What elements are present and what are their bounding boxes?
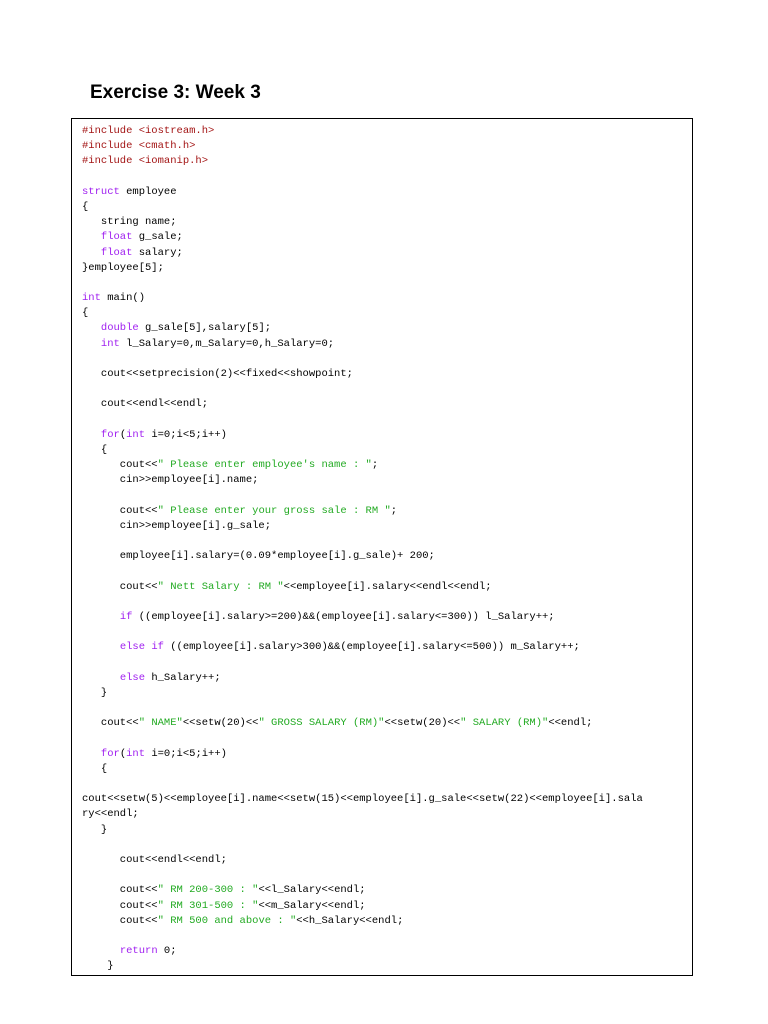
code-text: cout<<setw(5)<<employee[i].name<<setw(15)<<employee[i].g_sale<<setw(22)<<employee[i].sala	[82, 793, 643, 806]
preprocessor-token: #include <iostream.h>	[82, 125, 215, 137]
code-line	[82, 701, 643, 716]
code-text: cout<<	[82, 914, 158, 927]
code-text: }	[82, 960, 114, 973]
code-line	[82, 489, 643, 504]
keyword-token: for	[100, 428, 120, 441]
preprocessor-token: #include <iomanip.h>	[82, 155, 209, 168]
code-text: {	[82, 443, 108, 456]
code-line	[82, 337, 643, 352]
keyword-token: float	[100, 246, 133, 259]
code-text: ((employee[i].salary>=200)&&(employee[i].salary<=300)) l_Salary++;	[132, 611, 555, 623]
code-line	[82, 716, 643, 731]
code-line	[82, 413, 643, 428]
code-line	[82, 458, 643, 473]
code-line	[82, 185, 643, 200]
code-line	[82, 154, 643, 169]
code-line	[82, 534, 643, 549]
code-line	[82, 656, 643, 671]
keyword-token: int	[82, 292, 101, 305]
code-line	[82, 246, 643, 261]
code-text: cout<<endl<<endl;	[82, 854, 227, 866]
code-line	[82, 428, 643, 443]
code-line	[82, 610, 643, 625]
code-line	[82, 215, 643, 230]
code-text	[82, 945, 120, 957]
code-text	[82, 322, 101, 334]
code-listing	[82, 124, 643, 975]
code-text: ry<<endl;	[82, 808, 139, 821]
code-line	[82, 261, 643, 276]
preprocessor-token: #include <cmath.h>	[82, 140, 196, 153]
code-text: cin>>employee[i].name;	[82, 474, 259, 487]
code-text: ;	[390, 504, 398, 517]
code-text: <<endl;	[548, 717, 593, 730]
string-token: " Nett Salary : RM "	[157, 580, 284, 593]
string-token: " RM 301-500 : "	[157, 899, 259, 912]
string-token: " GROSS SALARY (RM)"	[258, 717, 385, 730]
code-text: h_Salary++;	[145, 671, 221, 684]
code-line	[82, 868, 643, 883]
code-line	[82, 883, 643, 898]
code-line	[82, 732, 643, 747]
code-line	[82, 367, 643, 382]
code-text: <<m_Salary<<endl;	[258, 899, 366, 912]
code-text: ;	[371, 459, 379, 472]
keyword-token: else if	[119, 641, 164, 654]
keyword-token: return	[119, 945, 158, 958]
code-text: i=0;i<5;i++)	[145, 428, 227, 441]
code-line	[82, 777, 643, 792]
code-line	[82, 549, 643, 564]
keyword-token: else	[119, 671, 146, 684]
keyword-token: struct	[82, 185, 120, 198]
code-text: g_sale;	[132, 231, 183, 244]
code-line	[82, 519, 643, 534]
code-text	[82, 338, 101, 350]
string-token: " SALARY (RM)"	[460, 717, 549, 730]
keyword-token: if	[119, 611, 133, 623]
keyword-token: int	[100, 337, 120, 350]
code-line	[82, 823, 643, 838]
string-token: " NAME"	[138, 717, 183, 730]
code-text: (	[119, 428, 127, 441]
code-text: 0;	[157, 945, 177, 958]
keyword-token: int	[126, 747, 146, 760]
code-text: <<h_Salary<<endl;	[296, 914, 404, 927]
code-text: cout<<	[82, 580, 158, 593]
code-line	[82, 382, 643, 397]
keyword-token: float	[100, 231, 133, 244]
code-line	[82, 686, 643, 701]
code-text: cout<<	[82, 899, 158, 912]
code-line	[82, 762, 643, 777]
code-text: (	[119, 747, 127, 760]
code-line	[82, 807, 643, 822]
code-line	[82, 170, 643, 185]
code-text	[82, 611, 120, 623]
code-text: }	[82, 686, 108, 699]
code-line	[82, 929, 643, 944]
code-text: }	[82, 823, 108, 836]
code-line	[82, 792, 643, 807]
code-text	[82, 672, 120, 684]
string-token: " RM 200-300 : "	[157, 884, 259, 897]
code-text: <<setw(20)<<	[182, 717, 259, 730]
code-line	[82, 397, 643, 412]
code-line	[82, 139, 643, 154]
code-line	[82, 580, 643, 595]
code-line	[82, 230, 643, 245]
code-text: cout<<	[82, 504, 158, 517]
code-text: main()	[100, 292, 146, 305]
code-text: <<setw(20)<<	[384, 717, 461, 730]
code-listing-box	[71, 118, 693, 976]
code-text: cout<<	[82, 459, 158, 472]
code-text: cout<<endl<<endl;	[82, 398, 209, 411]
code-text: cout<<	[82, 717, 139, 730]
code-line	[82, 671, 643, 686]
code-text	[82, 247, 101, 259]
code-line	[82, 504, 643, 519]
code-line	[82, 291, 643, 306]
code-line	[82, 200, 643, 215]
code-line	[82, 838, 643, 853]
code-line	[82, 352, 643, 367]
code-line	[82, 595, 643, 610]
code-line	[82, 443, 643, 458]
code-line	[82, 747, 643, 762]
keyword-token: for	[100, 747, 120, 760]
code-line	[82, 306, 643, 321]
code-text	[82, 231, 101, 243]
code-line	[82, 853, 643, 868]
code-line	[82, 564, 643, 579]
code-text: ((employee[i].salary>300)&&(employee[i].salary<=500)) m_Salary++;	[163, 641, 580, 654]
keyword-token: double	[100, 322, 139, 335]
code-line	[82, 959, 643, 974]
code-text: {	[82, 762, 108, 775]
code-text	[82, 641, 120, 653]
code-line	[82, 625, 643, 640]
keyword-token: int	[126, 428, 146, 441]
code-text: employee[i].salary=(0.09*employee[i].g_sale)+ 200;	[82, 550, 435, 563]
code-text: {	[82, 200, 89, 213]
code-text: l_Salary=0,m_Salary=0,h_Salary=0;	[119, 337, 335, 350]
code-line	[82, 899, 643, 914]
code-line	[82, 473, 643, 488]
code-text	[82, 748, 101, 760]
code-line	[82, 944, 643, 959]
page-title: Exercise 3: Week 3	[90, 82, 261, 103]
code-text: string name;	[82, 216, 177, 229]
code-text: g_sale[5],salary[5];	[138, 322, 272, 335]
string-token: " Please enter your gross sale : RM "	[157, 504, 391, 517]
code-line	[82, 276, 643, 291]
code-text: }employee[5];	[82, 261, 164, 274]
string-token: " Please enter employee's name : "	[157, 459, 372, 472]
code-text: <<l_Salary<<endl;	[258, 884, 366, 897]
code-text: cout<<	[82, 884, 158, 897]
code-text: cin>>employee[i].g_sale;	[82, 519, 272, 532]
code-line	[82, 321, 643, 336]
code-text	[82, 429, 101, 441]
string-token: " RM 500 and above : "	[157, 914, 297, 927]
code-line	[82, 914, 643, 929]
code-text: <<employee[i].salary<<endl<<endl;	[283, 580, 492, 593]
code-text: employee	[119, 185, 177, 198]
code-line	[82, 640, 643, 655]
code-text: {	[82, 307, 89, 320]
code-text: i=0;i<5;i++)	[145, 747, 227, 760]
code-line	[82, 124, 643, 139]
code-text: cout<<setprecision(2)<<fixed<<showpoint;	[82, 368, 353, 380]
code-text: salary;	[132, 246, 183, 259]
